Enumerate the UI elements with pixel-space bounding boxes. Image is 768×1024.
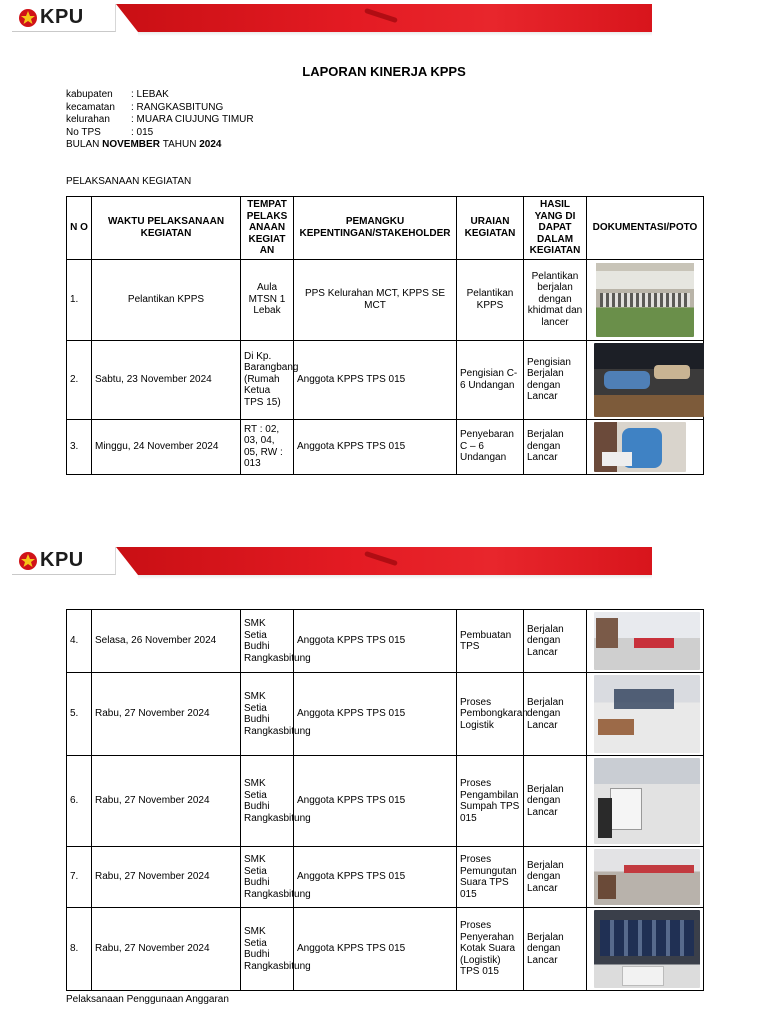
cell-waktu: Sabtu, 23 November 2024: [92, 340, 241, 419]
cell-dokumentasi: [587, 847, 704, 908]
info-value: : LEBAK: [131, 89, 169, 100]
logistics-photo-icon: [594, 675, 700, 753]
cell-no: 4.: [67, 610, 92, 673]
cell-tempat: SMK Setia Budhi Rangkasbitung: [241, 847, 294, 908]
ceremony-photo-icon: [596, 263, 694, 337]
kpu-header-page-2: [12, 547, 652, 579]
cell-uraian: Pelantikan KPPS: [457, 259, 524, 340]
cell-dokumentasi: [587, 673, 704, 756]
info-label: No TPS: [66, 126, 101, 138]
cell-no: 6.: [67, 756, 92, 847]
cell-waktu: Rabu, 27 November 2024: [92, 673, 241, 756]
info-label: kabupaten: [66, 89, 113, 100]
cell-uraian: Penyebaran C – 6 Undangan: [457, 419, 524, 474]
header-uraian: URAIAN KEGIATAN: [457, 197, 524, 260]
header-dokumentasi: DOKUMENTASI/POTO: [587, 197, 704, 260]
info-value: : MUARA CIUJUNG TIMUR: [131, 114, 254, 125]
cell-uraian: Proses Pengambilan Sumpah TPS 015: [457, 756, 524, 847]
info-value: : 015: [131, 126, 154, 138]
header-pemangku: PEMANGKU KEPENTINGAN/STAKEHOLDER: [294, 197, 457, 260]
cell-uraian: Proses Pemungutan Suara TPS 015: [457, 847, 524, 908]
cell-dokumentasi: [587, 259, 704, 340]
cell-pemangku: Anggota KPPS TPS 015: [294, 756, 457, 847]
kpu-brand-text: KPU: [40, 549, 84, 571]
cell-dokumentasi: [587, 756, 704, 847]
cell-uraian: Pembuatan TPS: [457, 610, 524, 673]
cell-hasil: Berjalan dengan Lancar: [524, 673, 587, 756]
table-row: [67, 847, 704, 908]
header-waktu: WAKTU PELAKSANAAN KEGIATAN: [92, 197, 241, 260]
writing-photo-icon: [594, 343, 704, 417]
cell-hasil: Berjalan dengan Lancar: [524, 756, 587, 847]
cell-no: 1.: [67, 259, 92, 340]
cell-pemangku: Anggota KPPS TPS 015: [294, 847, 457, 908]
info-row-no-tps: [66, 127, 254, 140]
cell-no: 8.: [67, 908, 92, 991]
cell-dokumentasi: [587, 419, 704, 474]
cell-tempat: Di Kp. Barangbang (Rumah Ketua TPS 15): [241, 340, 294, 419]
header-hasil: HASIL YANG DI DAPAT DALAM KEGIATAN: [524, 197, 587, 260]
cell-tempat: Aula MTSN 1 Lebak: [241, 259, 294, 340]
cell-tempat: SMK Setia Budhi Rangkasbitung: [241, 610, 294, 673]
cell-hasil: Berjalan dengan Lancar: [524, 419, 587, 474]
cell-uraian: Proses Penyerahan Kotak Suara (Logistik) TPS 015: [457, 908, 524, 991]
cell-uraian: Proses Pembongkaran Logistik: [457, 673, 524, 756]
kpu-logo-icon: [18, 8, 38, 28]
activity-table-page-1: [66, 196, 704, 475]
table-row: [67, 673, 704, 756]
kpu-logo-icon: [18, 551, 38, 571]
cell-waktu: Pelantikan KPPS: [92, 259, 241, 340]
info-row-period: [66, 139, 254, 152]
header-tempat: TEMPAT PELAKS ANAAN KEGIAT AN: [241, 197, 294, 260]
cell-waktu: Minggu, 24 November 2024: [92, 419, 241, 474]
cell-dokumentasi: [587, 610, 704, 673]
cell-pemangku: Anggota KPPS TPS 015: [294, 610, 457, 673]
cell-no: 7.: [67, 847, 92, 908]
cell-hasil: Berjalan dengan Lancar: [524, 908, 587, 991]
period-month: NOVEMBER: [102, 139, 160, 150]
cell-hasil: Berjalan dengan Lancar: [524, 847, 587, 908]
cell-tempat: SMK Setia Budhi Rangkasbitung: [241, 908, 294, 991]
table-row: [67, 610, 704, 673]
cell-hasil: Berjalan dengan Lancar: [524, 610, 587, 673]
header-no: N O: [67, 197, 92, 260]
cell-no: 3.: [67, 419, 92, 474]
table-row: [67, 259, 704, 340]
voting-photo-icon: [594, 849, 700, 905]
info-label: kelurahan: [66, 114, 110, 125]
info-row-kelurahan: [66, 114, 254, 127]
distribution-photo-icon: [594, 422, 686, 472]
cell-waktu: Rabu, 27 November 2024: [92, 847, 241, 908]
cell-tempat: SMK Setia Budhi Rangkasbitung: [241, 756, 294, 847]
cell-pemangku: PPS Kelurahan MCT, KPPS SE MCT: [294, 259, 457, 340]
cell-dokumentasi: [587, 908, 704, 991]
cell-hasil: Pelantikan berjalan dengan khidmat dan lancer: [524, 259, 587, 340]
cell-no: 5.: [67, 673, 92, 756]
cell-pemangku: Anggota KPPS TPS 015: [294, 340, 457, 419]
table-row: [67, 340, 704, 419]
oath-photo-icon: [594, 758, 700, 844]
cell-dokumentasi: [587, 340, 704, 419]
table-row: [67, 419, 704, 474]
tps-setup-photo-icon: [594, 612, 700, 670]
info-value: : RANGKASBITUNG: [131, 101, 224, 113]
report-info: [66, 89, 254, 152]
activity-table-page-2: [66, 609, 704, 991]
kpu-header: [12, 4, 652, 36]
cell-tempat: SMK Setia Budhi Rangkasbitung: [241, 673, 294, 756]
table-row: [67, 908, 704, 991]
table-header-row: [67, 197, 704, 260]
cell-waktu: Selasa, 26 November 2024: [92, 610, 241, 673]
cell-pemangku: Anggota KPPS TPS 015: [294, 673, 457, 756]
info-label: kecamatan: [66, 101, 115, 113]
info-row-kecamatan: [66, 102, 254, 115]
period-bulan-label: BULAN: [66, 139, 100, 150]
period-year: 2024: [199, 139, 222, 150]
cell-hasil: Pengisian Berjalan dengan Lancar: [524, 340, 587, 419]
cell-pemangku: Anggota KPPS TPS 015: [294, 419, 457, 474]
ballot-box-handover-photo-icon: [594, 910, 700, 988]
info-row-kabupaten: [66, 89, 254, 102]
kpu-brand-text: KPU: [40, 6, 84, 28]
cell-uraian: Pengisian C-6 Undangan: [457, 340, 524, 419]
cell-tempat: RT : 02, 03, 04, 05, RW : 013: [241, 419, 294, 474]
table-row: [67, 756, 704, 847]
period-tahun-label: TAHUN: [162, 139, 197, 150]
report-title: LAPORAN KINERJA KPPS: [302, 64, 466, 79]
cell-waktu: Rabu, 27 November 2024: [92, 908, 241, 991]
cell-no: 2.: [67, 340, 92, 419]
cell-waktu: Rabu, 27 November 2024: [92, 756, 241, 847]
section-title: PELAKSANAAN KEGIATAN: [66, 176, 192, 187]
cell-pemangku: Anggota KPPS TPS 015: [294, 908, 457, 991]
footer-section-title: Pelaksanaan Penggunaan Anggaran: [66, 994, 229, 1005]
